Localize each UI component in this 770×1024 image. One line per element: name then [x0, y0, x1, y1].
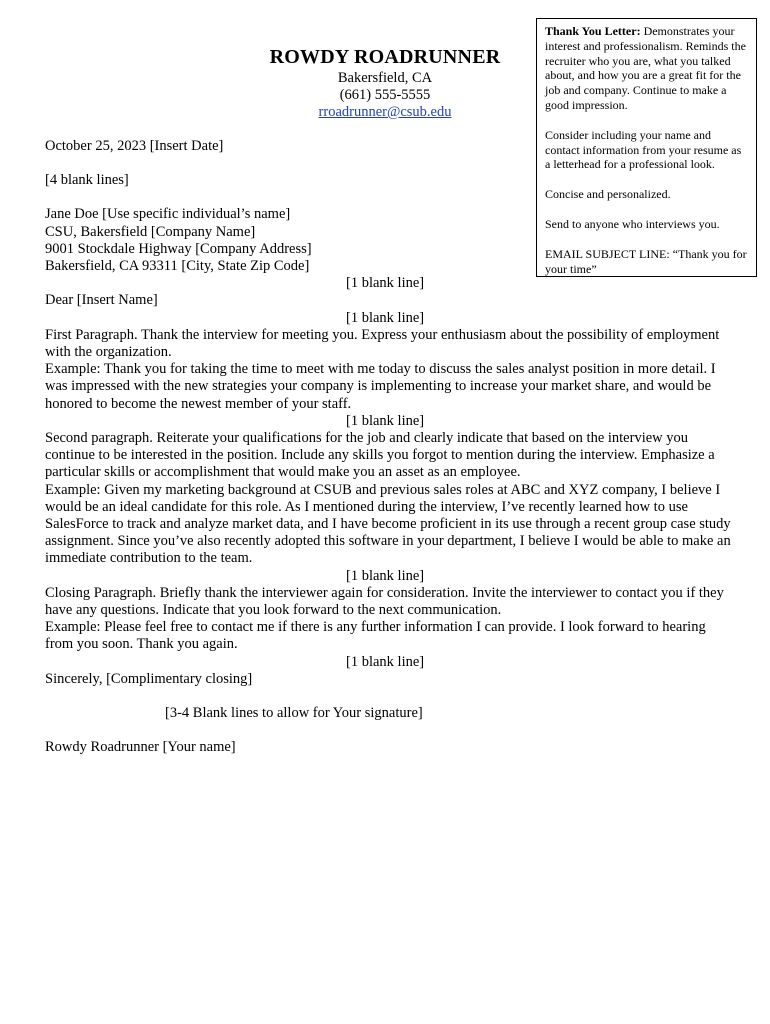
- letter-body: [45, 138, 735, 757]
- tip-concise: Concise and personalized.: [545, 187, 671, 202]
- blank-line-note: [1 blank line]: [346, 653, 425, 670]
- letterhead-name: ROWDY ROADRUNNER: [269, 46, 501, 68]
- recipient-city: Bakersfield, CA 93311 [City, State Zip Code]: [45, 258, 310, 275]
- tip-letterhead: Consider including your name and contact information from your resume as a letterhead for a professional look.: [545, 127, 742, 172]
- tip-send: Send to anyone who interviews you.: [545, 216, 720, 231]
- first-paragraph: First Paragraph. Thank the interview for meeting you. Express your enthusiasm about the possibility of employment with the organization.: [45, 326, 720, 361]
- tip-subject-line: EMAIL SUBJECT LINE: “Thank you for your time”: [545, 246, 747, 276]
- recipient-name: Jane Doe [Use specific individual’s name]: [45, 206, 291, 223]
- tips-intro: [545, 24, 748, 113]
- recipient-address: 9001 Stockdale Highway [Company Address]: [45, 240, 312, 257]
- complimentary-closing: Sincerely, [Complimentary closing]: [45, 670, 253, 687]
- letterhead-location: Bakersfield, CA: [337, 70, 433, 86]
- letterhead-phone: (661) 555-5555: [339, 87, 431, 103]
- blank-line-note: [1 blank line]: [346, 412, 425, 429]
- closing-paragraph: Closing Paragraph. Briefly thank the interviewer again for consideration. Invite the interviewer to contact you if they have any questions. Indicate that you look forward to the next communication.: [45, 584, 724, 619]
- recipient-company: CSU, Bakersfield [Company Name]: [45, 223, 256, 240]
- first-paragraph-example: Example: Thank you for taking the time to meet with me today to discuss the sales analyst position in more detail. I was impressed with the new strategies your company is implementing to increase your market share, and would be honored to become the newest member of your staff.: [45, 361, 716, 412]
- second-paragraph-example: Example: Given my marketing background at CSUB and previous sales roles at ABC and XYZ company, I believe I would be an ideal candidate for this role. As I mentioned during the interview, I’ve recently learned how to use SalesForce to track and analyze market data, and I have become proficient in its use through a recent group case study assignment. Since you’ve also recently adopted this software in your department, I believe I would be able to make an immediate contribution to the team.: [45, 481, 731, 567]
- signer-name: Rowdy Roadrunner [Your name]: [45, 739, 236, 756]
- letterhead-email-link[interactable]: rroadrunner@csub.edu: [318, 104, 452, 120]
- blank-line-note: [1 blank line]: [346, 309, 425, 326]
- signature-space-note: [3-4 Blank lines to allow for Your signature]: [165, 705, 423, 722]
- closing-paragraph-example: Example: Please feel free to contact me if there is any further information I can provide. I look forward to hearing from you soon. Thank you again.: [45, 619, 706, 653]
- blank-line-note: [1 blank line]: [346, 567, 425, 584]
- tips-lead: Thank You Letter:: [545, 24, 641, 38]
- blank-line-note: [1 blank line]: [346, 275, 425, 292]
- tips-intro-text: Demonstrates your interest and professionalism. Reminds the recruiter who you are, what you talked about, and how you are a great fit for the job and company. Continue to make a good impression.: [545, 24, 746, 112]
- second-paragraph: Second paragraph. Reiterate your qualifications for the job and clearly indicate that based on the interview you continue to be interested in the position. Include any skills you forgot to mention during the interview. Emphasize a particular skills or accomplishment that would make you an asset as an employee.: [45, 430, 715, 481]
- blank-lines-note: [4 blank lines]: [45, 172, 129, 189]
- salutation: Dear [Insert Name]: [45, 292, 158, 309]
- letter-date: October 25, 2023 [Insert Date]: [45, 138, 224, 154]
